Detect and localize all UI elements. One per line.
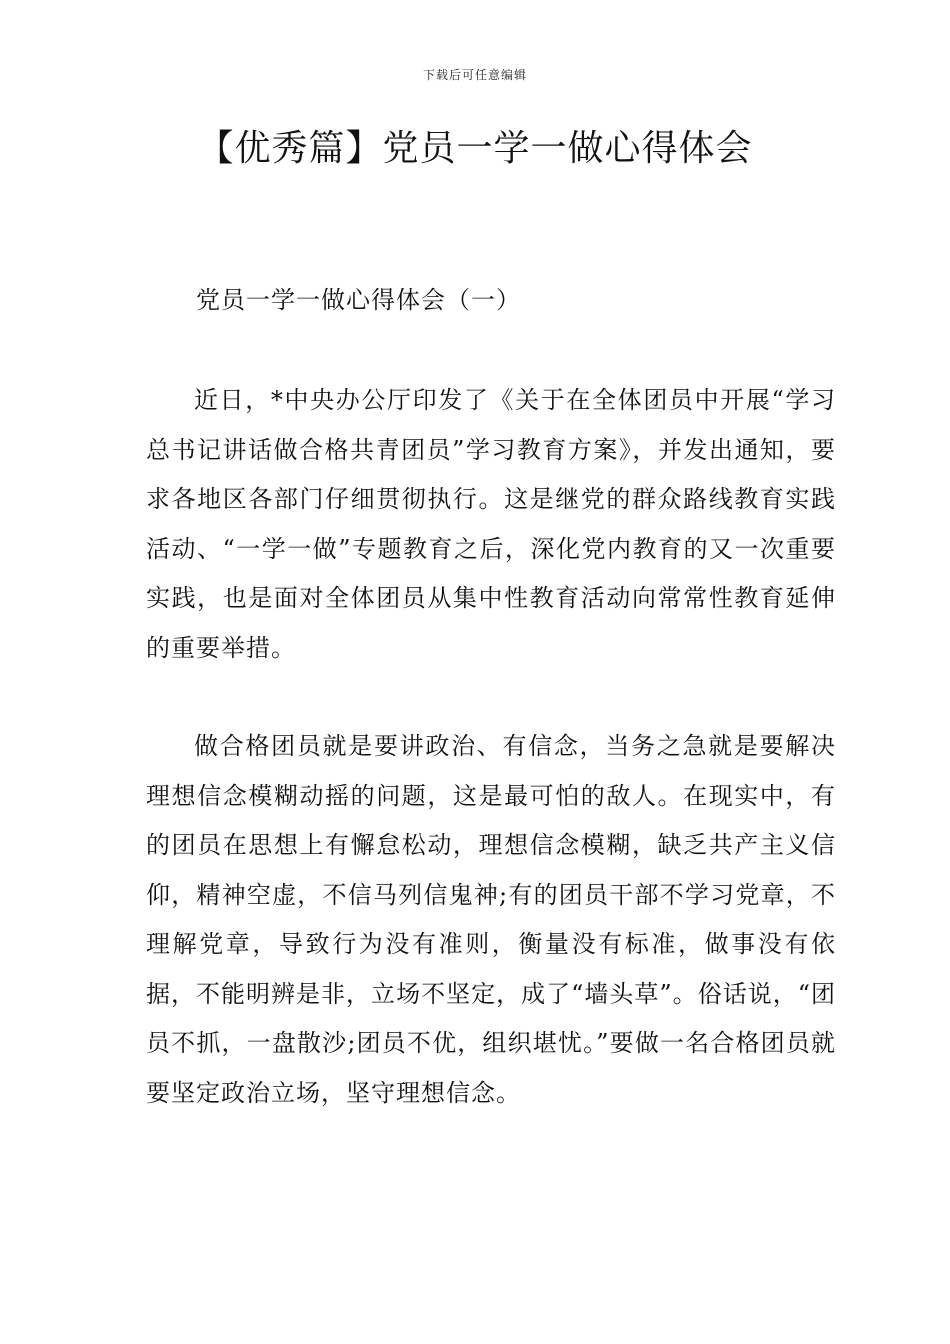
header-note: 下载后可任意编辑 (422, 68, 527, 82)
section-heading: 党员一学一做心得体会（一） (196, 286, 521, 314)
document-title: 【优秀篇】党员一学一做心得体会 (197, 128, 753, 169)
body-paragraph-1: 近日，*中央办公厅印发了《关于在全体团员中开展“学习总书记讲话做合格共青团员”学习教育方案》，并发出通知，要求各地区各部门仔细贯彻执行。这是继党的群众路线教育实践活动、“一学一做”专题教育之后，深化党内教育的又一次重要实践，也是面对全体团员从集中性教育活动向常常性教育延伸的重要举措。 (146, 386, 836, 662)
body-paragraph-2: 做合格团员就是要讲政治、有信念，当务之急就是要解决理想信念模糊动摇的问题，这是最可怕的敌人。在现实中，有的团员在思想上有懈怠松动，理想信念模糊，缺乏共产主义信仰，精神空虚，不信马列信鬼神;有的团员干部不学习党章，不理解党章，导致行为没有准则，衡量没有标准，做事没有依据，不能明辨是非，立场不坚定，成了“墙头草”。俗话说，“团员不抓，一盘散沙;团员不优，组织堪忧。”要做一名合格团员就要坚定政治立场，坚守理想信念。 (146, 732, 836, 1107)
